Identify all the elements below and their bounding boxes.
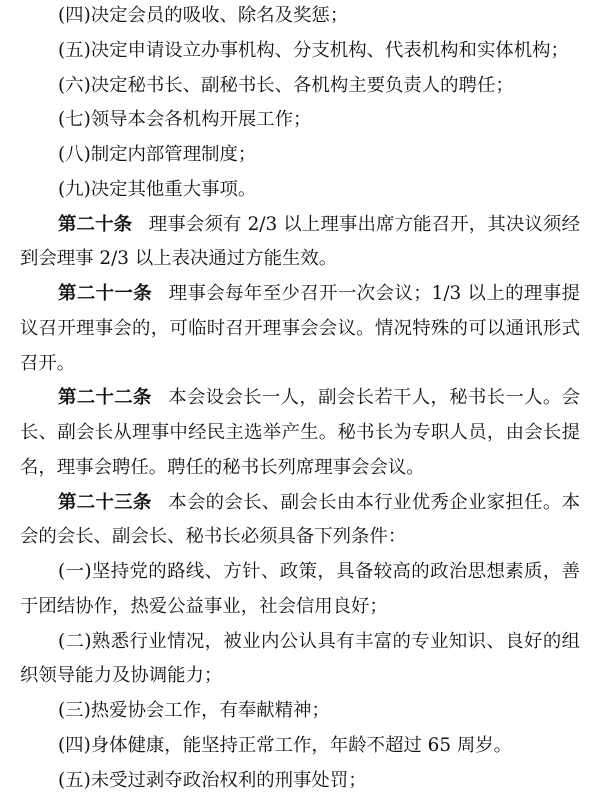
document-body [20, 0, 580, 798]
article-21-heading: 第二十一条 [58, 283, 153, 304]
article-20-text: 理事会须有 2/3 以上理事出席方能召开，其决议须经 [148, 213, 580, 235]
condition-item: (二)熟悉行业情况，被业内公认具有丰富的专业知识、良好的组 [58, 630, 580, 652]
condition-item: (一)坚持党的路线、方针、政策，具备较高的政治思想素质，善 [58, 561, 580, 582]
article-22-line [20, 381, 580, 416]
article-22-text: 本会设会长一人，副会长若干人，秘书长一人。会 [168, 387, 580, 409]
article-21-line: 议召开理事会的，可临时召开理事会会议。情况特殊的可以通讯形式 [20, 317, 580, 339]
condition-item: (三)热爱协会工作，有奉献精神； [58, 700, 330, 721]
article-20-line: 到会理事 2/3 以上表决通过方能生效。 [20, 248, 338, 270]
condition-item: 织领导能力及协调能力； [20, 665, 223, 687]
article-22-line: 名，理事会聘任。聘任的秘书长列席理事会会议。 [20, 456, 425, 478]
article-21-line: 召开。 [20, 352, 76, 374]
article-22-heading: 第二十二条 [58, 387, 152, 409]
article-23-line: 会的会长、副会长、秘书长必须具备下列条件： [20, 526, 407, 548]
article-23-line [20, 486, 580, 521]
duty-item: (六)决定秘书长、副秘书长、各机构主要负责人的聘任； [58, 74, 514, 96]
duty-item: (七)领导本会各机构开展工作； [58, 109, 312, 131]
duty-item: (五)决定申请设立办事机构、分支机构、代表机构和实体机构； [58, 39, 569, 61]
duty-item: (九)决定其他重大事项。 [58, 178, 257, 200]
article-23-text: 本会的会长、副会长由本行业优秀企业家担任。本 [168, 491, 580, 513]
article-21-line [20, 277, 580, 312]
condition-item: 于团结协作，热爱公益事业，社会信用良好； [20, 595, 388, 617]
article-21-text: 理事会每年至少召开一次会议；1/3 以上的理事提 [168, 283, 580, 304]
article-20-heading: 第二十条 [58, 213, 133, 235]
article-22-line: 长、副会长从理事中经民主选举产生。秘书长为专职人员，由会长提 [20, 422, 580, 443]
article-23-heading: 第二十三条 [58, 491, 152, 513]
duty-item: (四)决定会员的吸收、除名及奖惩； [58, 5, 349, 26]
condition-item: (四)身体健康，能坚持正常工作，年龄不超过 65 周岁。 [58, 734, 513, 756]
condition-item: (五)未受过剥夺政治权利的刑事处罚； [58, 769, 367, 791]
duty-item: (八)制定内部管理制度； [58, 144, 257, 165]
article-20-line [20, 208, 580, 243]
